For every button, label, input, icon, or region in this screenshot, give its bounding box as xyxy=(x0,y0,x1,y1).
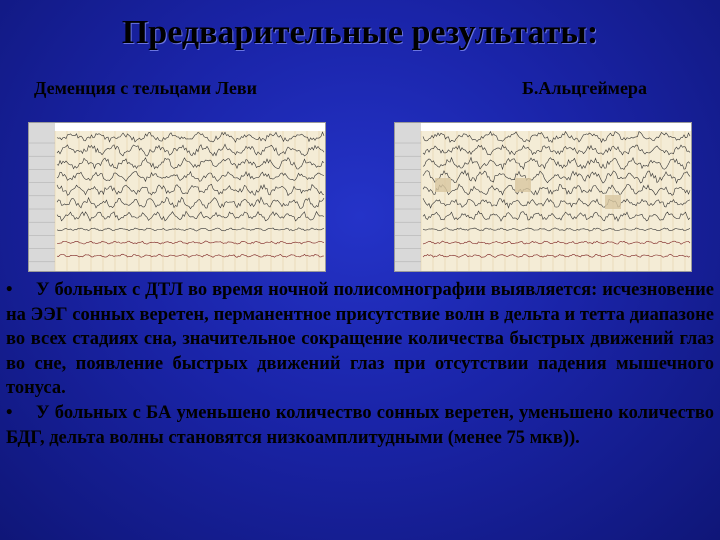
eeg-channel-trace xyxy=(57,211,324,221)
eeg-channel-trace xyxy=(57,144,324,156)
bullet-text: У больных с БА уменьшено количество сонных веретен, уменьшено количество БДГ, дельта волны становятся низкоамплитудными (менее 75 мкв)). xyxy=(6,402,714,448)
eeg-channel-trace xyxy=(57,197,324,208)
eeg-event-marker xyxy=(605,195,621,209)
right-subtitle: Б.Альцгеймера xyxy=(522,78,647,98)
eeg-time-ruler xyxy=(55,123,325,131)
eeg-channel-trace xyxy=(57,132,324,142)
eeg-channel-trace xyxy=(57,228,324,231)
body-text xyxy=(6,278,714,450)
eeg-channel-trace xyxy=(423,241,690,244)
eeg-channel-trace xyxy=(57,172,324,182)
left-subtitle: Деменция с тельцами Леви xyxy=(34,78,258,98)
bullet-symbol: • xyxy=(6,280,13,300)
eeg-channel-trace xyxy=(57,158,324,169)
eeg-channel-trace xyxy=(57,254,324,257)
eeg-event-marker xyxy=(515,178,531,192)
eeg-channel-trace xyxy=(423,254,690,257)
bullet-text: У больных с ДТЛ во время ночной полисомнографии выявляется: исчезновение на ЭЭГ сонных веретен, перманентное присутствие волн в дельта и тетта диапазоне во всех стадиях сна, значительное сокращение количества быстрых движений глаз во сне, появление быстрых движений глаз при отсутствии падения мышечного тонуса. xyxy=(6,280,714,399)
eeg-trace-dlb xyxy=(29,123,325,271)
eeg-channel-trace xyxy=(423,211,690,221)
eeg-channel-trace xyxy=(423,132,690,143)
eeg-channel-trace xyxy=(423,158,690,170)
eeg-channel-trace xyxy=(423,198,690,208)
slide-title: Предварительные результаты: xyxy=(121,14,599,51)
eeg-channel-trace xyxy=(423,184,690,195)
eeg-event-marker xyxy=(435,178,451,192)
eeg-channel-trace xyxy=(423,170,690,183)
eeg-time-ruler xyxy=(421,123,691,131)
eeg-channel-trace xyxy=(57,241,324,244)
eeg-image-ad xyxy=(394,122,692,272)
eeg-channel-trace xyxy=(423,145,690,155)
eeg-trace-ad xyxy=(395,123,691,271)
eeg-channel-trace xyxy=(57,184,324,195)
bullet-item-dlb xyxy=(6,278,714,401)
bullet-symbol: • xyxy=(6,402,13,423)
eeg-image-dlb xyxy=(28,122,326,272)
bullet-item-ad xyxy=(6,401,714,450)
eeg-channel-trace xyxy=(423,228,690,231)
